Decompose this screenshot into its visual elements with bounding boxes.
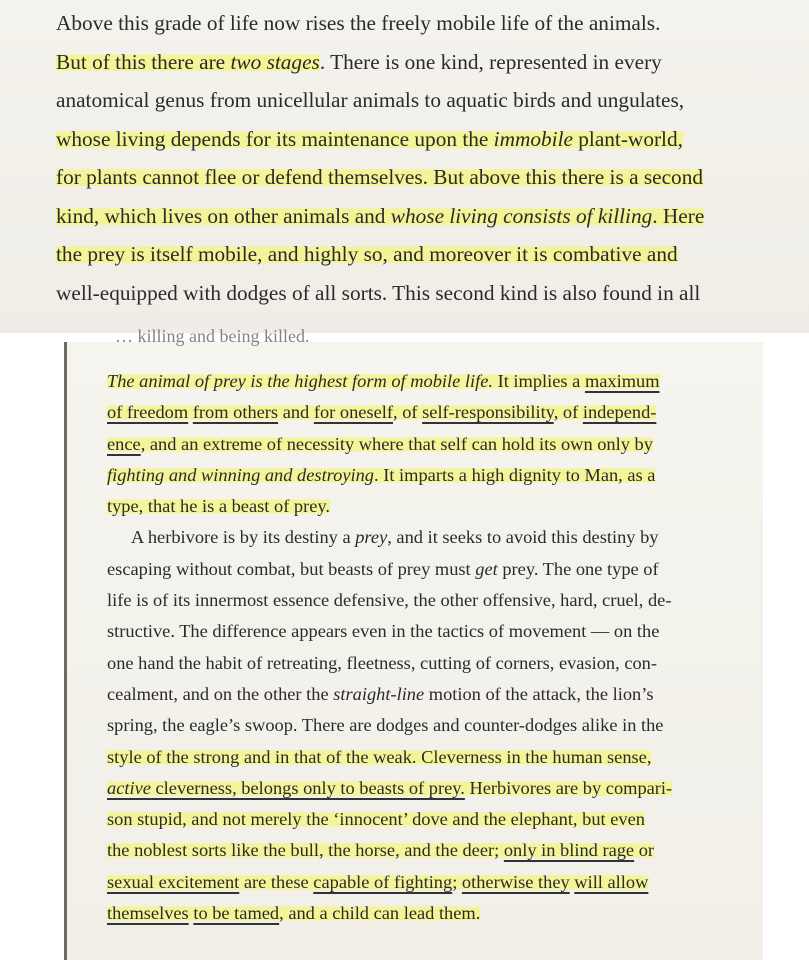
text-line [107, 742, 717, 773]
text-run: active [107, 777, 151, 798]
text-run: maximum [584, 371, 660, 391]
text-run: anatomical genus from unicellular animals to aquatic birds and ungulates, [56, 88, 685, 112]
text-line [56, 81, 776, 120]
text-run: of freedom [107, 402, 189, 423]
text-run: kind, which lives on other animals and [56, 203, 391, 228]
text-line [107, 616, 717, 647]
text-run: one hand the habit of retreating, fleetness, cutting of corners, evasion, con- [107, 652, 657, 673]
text-line [107, 804, 717, 835]
text-run: from others [192, 402, 279, 423]
text-run: for plants cannot flee or defend themselves. But above this there is a second [56, 165, 703, 189]
text-run: . Here [652, 203, 705, 228]
text-run: fighting and winning and destroying [107, 464, 375, 485]
text-line [107, 710, 717, 741]
text-run: type, that he is a beast of prey. [107, 496, 330, 517]
text-run: the prey is itself mobile, and highly so, and moreover it is combative and [56, 242, 678, 266]
text-run: , and it seeks to avoid this destiny by [387, 527, 659, 548]
text-run: , of [553, 402, 583, 423]
text-line [107, 460, 717, 491]
text-run: structive. The difference appears even in the tactics of movement — on the [107, 621, 660, 642]
text-run: will allow [574, 871, 649, 892]
text-run: themselves [107, 903, 189, 924]
text-line [107, 522, 717, 553]
text-run: capable of fighting [313, 871, 453, 892]
text-line [56, 235, 776, 274]
text-line [56, 274, 776, 313]
text-run: two stages [230, 49, 320, 74]
text-run: son stupid, and not merely the ‘innocent’ dove and the elephant, but even [107, 809, 645, 830]
text-line [107, 429, 717, 460]
cut-off-line: … killing and being killed. [115, 326, 310, 346]
text-run: Above this grade of life now rises the freely mobile life of the animals. [56, 11, 661, 35]
text-run: , of [393, 402, 423, 423]
text-run: escaping without combat, but beasts of prey must [107, 558, 476, 579]
text-run: are these [239, 871, 314, 892]
text-run: immobile [493, 126, 573, 151]
text-line [107, 773, 717, 804]
text-run: self-responsibility [422, 402, 554, 423]
text-run: only in blind rage [503, 840, 635, 861]
text-line [107, 366, 717, 397]
text-run: straight-line [333, 683, 425, 704]
text-line [107, 648, 717, 679]
text-run: spring, the eagle’s swoop. There are dodges and counter-dodges alike in the [107, 715, 664, 736]
text-run: But of this there are [56, 49, 231, 74]
text-line [107, 585, 717, 616]
text-line [56, 120, 776, 159]
text-line [56, 158, 776, 197]
text-line [107, 835, 717, 866]
text-run: A herbivore is by its destiny a [131, 527, 356, 548]
text-line [107, 679, 717, 710]
text-run: , and an extreme of necessity where that self can hold its own only by [140, 433, 653, 454]
top-page-photo [0, 0, 809, 333]
text-run: or [634, 840, 655, 861]
text-run: cleverness, belongs only to beasts of prey. [150, 777, 465, 798]
text-line [56, 197, 776, 236]
text-run: The animal of prey is the highest form of mobile life. [107, 371, 493, 391]
bottom-paragraphs [107, 366, 717, 929]
top-paragraph [56, 4, 776, 312]
text-run: and [278, 402, 314, 423]
text-run: . There is one kind, represented in every [319, 49, 662, 74]
text-run: plant-world, [572, 126, 683, 151]
text-run: to be tamed [193, 903, 280, 924]
text-run: whose living consists of killing [390, 203, 653, 228]
text-run: ence [107, 433, 141, 454]
text-run: prey. The one type of [497, 558, 659, 579]
text-run: , and a child can lead them. [279, 903, 481, 924]
text-run: otherwise they [461, 871, 570, 892]
text-run: ; [452, 871, 462, 892]
text-line [56, 43, 776, 82]
text-line [107, 898, 717, 929]
text-line [107, 867, 717, 898]
text-run: independ- [582, 402, 657, 423]
text-run: whose living depends for its maintenance upon the [56, 126, 494, 151]
text-run: It implies a [493, 371, 585, 391]
text-run: get [475, 558, 498, 579]
text-run: prey [355, 527, 388, 548]
text-line [107, 397, 717, 428]
text-run: for oneself [313, 402, 393, 423]
text-line [56, 4, 776, 43]
text-line [107, 491, 717, 522]
text-run: well-equipped with dodges of all sorts. This second kind is also found in all [56, 280, 701, 305]
bottom-page-photo [64, 326, 763, 960]
text-run: cealment, and on the other the [107, 683, 334, 704]
text-run: sexual excitement [107, 871, 240, 892]
text-run: style of the strong and in that of the weak. Cleverness in the human sense, [107, 746, 652, 767]
text-run: motion of the attack, the lion’s [424, 683, 654, 704]
text-run: life is of its innermost essence defensive, the other offensive, hard, cruel, de- [107, 590, 672, 611]
text-run: Herbivores are by compari- [464, 777, 673, 798]
text-line [107, 554, 717, 585]
text-run: . It imparts a high dignity to Man, as a [374, 464, 656, 485]
text-run: the noblest sorts like the bull, the horse, and the deer; [107, 840, 504, 861]
